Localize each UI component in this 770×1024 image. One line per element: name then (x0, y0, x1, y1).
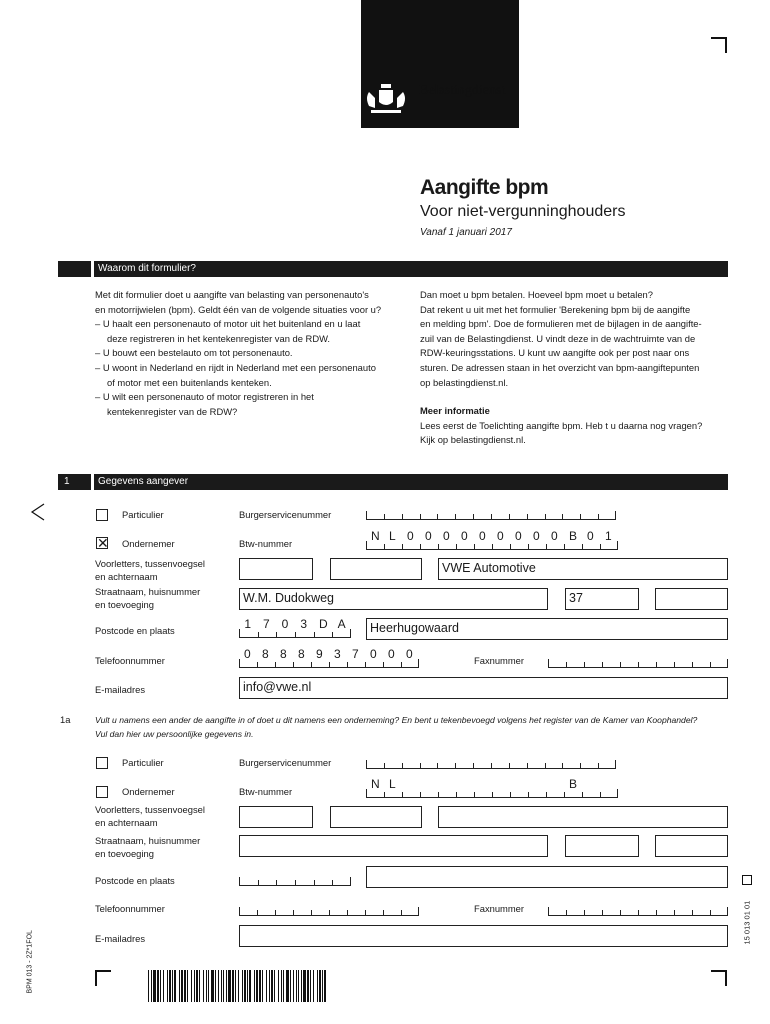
comb-char: 0 (497, 529, 504, 543)
comb-char: 9 (316, 647, 323, 661)
intro-line: RDW-keuringsstations. U kunt uw aangifte ook per post naar ons (420, 347, 690, 359)
barcode-bar (266, 970, 267, 1002)
ondernemer-label: Ondernemer (122, 538, 175, 549)
barcode-bar (232, 970, 234, 1002)
comb-char: B (569, 777, 578, 791)
phone-1a-field[interactable] (239, 896, 419, 916)
lastname-1a-field[interactable] (438, 806, 728, 828)
street-1a-field[interactable] (239, 835, 548, 857)
ondernemer-checkbox[interactable] (96, 537, 108, 549)
comb-char: 0 (281, 617, 289, 631)
barcode-bar (247, 970, 248, 1002)
coat-of-arms-icon (361, 80, 411, 120)
intro-line: – U bouwt een bestelauto om tot personenauto. (95, 347, 293, 359)
lastname-value: VWE Automotive (442, 561, 536, 575)
name-label-line: Voorletters, tussenvoegsel (95, 804, 205, 815)
barcode-bar (167, 970, 168, 1002)
house-number-1a-field[interactable] (565, 835, 639, 857)
barcode-bar (160, 970, 161, 1002)
comb-char: 0 (425, 529, 432, 543)
barcode-bar (215, 970, 216, 1002)
addition-field[interactable] (655, 588, 728, 610)
fax-label: Faxnummer (474, 655, 525, 666)
particulier-1a-checkbox[interactable] (96, 757, 108, 769)
barcode-bar (172, 970, 173, 1002)
intro-line: en melding bpm'. Doe de formulieren met de bijlagen in de aangifte- (420, 318, 702, 330)
particulier-1a-label: Particulier (122, 757, 164, 768)
barcode-bar (228, 970, 231, 1002)
barcode-bar (271, 970, 273, 1002)
comb-char: 0 (551, 529, 558, 543)
street-label-line: Straatnaam, huisnummer (95, 586, 201, 597)
comb-char: 0 (244, 647, 251, 661)
barcode-bar (181, 970, 183, 1002)
intro-line: kentekenregister van de RDW? (107, 405, 238, 417)
comb-char: 0 (370, 647, 377, 661)
bsn-label: Burgerservicenummer (239, 509, 332, 520)
city-value: Heerhugowaard (370, 621, 459, 635)
btw-field[interactable] (366, 530, 618, 550)
fax-1a-label: Faxnummer (474, 903, 525, 914)
barcode-bar (163, 970, 164, 1002)
org-name: Belastingdienst (419, 83, 506, 98)
section-1a-question (95, 713, 735, 741)
barcode-bar (242, 970, 243, 1002)
comb-char: 0 (388, 647, 395, 661)
valid-from-date: Vanaf 1 januari 2017 (420, 227, 512, 238)
fax-field[interactable] (548, 648, 728, 668)
more-info-heading: Meer informatie (420, 405, 490, 417)
addition-1a-field[interactable] (655, 835, 728, 857)
intro-line: op belastingdienst.nl. (420, 376, 509, 388)
barcode-bar (324, 970, 326, 1002)
btw-label: Btw-nummer (239, 538, 293, 549)
btw-1a-field[interactable] (366, 778, 618, 798)
section-bar-1 (58, 474, 728, 490)
barcode-bar (278, 970, 279, 1002)
logo-block (361, 0, 519, 128)
email-label: E-mailadres (95, 684, 146, 695)
initials-1a-field[interactable] (239, 806, 313, 828)
barcode-bar (226, 970, 227, 1002)
barcode-bar (281, 970, 282, 1002)
name-label (95, 557, 205, 583)
fold-mark-icon (30, 502, 46, 522)
barcode-bar (283, 970, 284, 1002)
comb-char: 0 (515, 529, 522, 543)
comb-char: 3 (300, 617, 308, 631)
name-label-line: en achternaam (95, 817, 158, 828)
intro-line: Dat rekent u uit met het formulier 'Berekening bpm bij de aangifte (420, 303, 691, 315)
comb-char: D (319, 617, 328, 631)
postcode-label: Postcode en plaats (95, 625, 175, 636)
barcode-bar (238, 970, 239, 1002)
barcode-bar (296, 970, 297, 1002)
barcode-bar (290, 970, 291, 1002)
comb-char: 0 (479, 529, 486, 543)
prefix-field[interactable] (330, 558, 422, 580)
barcode-bar (196, 970, 198, 1002)
intro-line: Lees eerst de Toelichting aangifte bpm. Heb t u daarna nog vragen? (420, 419, 703, 431)
fax-1a-field[interactable] (548, 896, 728, 916)
barcode-bar (179, 970, 180, 1002)
comb-char: 0 (587, 529, 594, 543)
street-label-line: en toevoeging (95, 848, 154, 859)
intro-right-text (420, 288, 730, 448)
barcode-bar (194, 970, 195, 1002)
barcode-bar (298, 970, 299, 1002)
barcode-bar (206, 970, 207, 1002)
barcode-bar (169, 970, 171, 1002)
crop-mark-bottom-right (711, 970, 727, 986)
barcode-bar (317, 970, 318, 1002)
barcode-bar (310, 970, 311, 1002)
name-label-line: Voorletters, tussenvoegsel (95, 558, 205, 569)
page-title: Aangifte bpm (420, 176, 549, 199)
house-number-value: 37 (569, 591, 583, 605)
section-label: Gegevens aangever (98, 476, 189, 487)
comb-char: 8 (262, 647, 269, 661)
name-label-line: en achternaam (95, 571, 158, 582)
comb-char: 7 (263, 617, 270, 631)
phone-field[interactable] (239, 648, 419, 668)
ondernemer-1a-checkbox[interactable] (96, 786, 108, 798)
barcode-bar (235, 970, 236, 1002)
side-mark-box (742, 875, 752, 885)
bsn-field[interactable] (366, 500, 616, 520)
barcode-bar (256, 970, 258, 1002)
email-1a-label: E-mailadres (95, 933, 146, 944)
email-1a-field[interactable] (239, 925, 728, 947)
comb-char: 0 (443, 529, 450, 543)
barcode-bar (184, 970, 186, 1002)
comb-char: N (371, 529, 380, 543)
name-1a-label (95, 803, 205, 829)
side-code: 15 013 01 01 (742, 900, 752, 945)
barcode-bar (254, 970, 255, 1002)
comb-char: 0 (533, 529, 540, 543)
comb-char: A (337, 617, 346, 631)
barcode-bar (187, 970, 188, 1002)
intro-line: of motor met een buitenlands kenteken. (107, 376, 272, 388)
intro-line: – U haalt een personenauto of motor uit het buitenland en u laat (95, 318, 361, 330)
particulier-checkbox[interactable] (96, 509, 108, 521)
intro-left-text (95, 288, 405, 419)
barcode-bar (203, 970, 204, 1002)
comb-char: 0 (407, 529, 414, 543)
crop-mark-top-right (711, 37, 727, 53)
phone-label: Telefoonnummer (95, 655, 165, 666)
barcode-bar (223, 970, 224, 1002)
intro-line: Kijk op belastingdienst.nl. (420, 434, 526, 446)
email-field[interactable] (239, 677, 728, 699)
intro-line: Dan moet u bpm betalen. Hoeveel bpm moet u betalen? (420, 289, 653, 300)
ondernemer-1a-label: Ondernemer (122, 786, 175, 797)
street-value: W.M. Dudokweg (243, 591, 335, 605)
barcode-bar (199, 970, 200, 1002)
barcode-bar (244, 970, 246, 1002)
postcode-1a-label: Postcode en plaats (95, 875, 175, 886)
section-1a-number: 1a (60, 714, 71, 725)
btw-1a-label: Btw-nummer (239, 786, 293, 797)
comb-char: 0 (406, 647, 413, 661)
question-line: Vul dan hier uw persoonlijke gegevens in. (95, 729, 254, 739)
question-line: Vult u namens een ander de aangifte in of doet u dit namens een onderneming? En bent u tekenbevoegd volgens het register van de Kamer van Koophandel? (95, 715, 698, 725)
street-label (95, 585, 200, 611)
page-subtitle: Voor niet-vergunninghouders (420, 203, 626, 220)
postcode-1a-field[interactable] (239, 866, 351, 886)
comb-char: L (389, 777, 396, 791)
particulier-label: Particulier (122, 509, 164, 520)
bsn-1a-label: Burgerservicenummer (239, 757, 332, 768)
barcode-bar (269, 970, 270, 1002)
barcode-bar (293, 970, 294, 1002)
comb-char: 7 (352, 647, 359, 661)
city-1a-field[interactable] (366, 866, 728, 888)
barcode-bar (307, 970, 309, 1002)
barcode-bar (319, 970, 321, 1002)
section-bar-intro (58, 261, 728, 277)
barcode-icon (148, 970, 328, 1002)
barcode-bar (259, 970, 261, 1002)
barcode-bar (249, 970, 251, 1002)
barcode-bar (208, 970, 209, 1002)
comb-char: B (569, 529, 578, 543)
barcode-bar (313, 970, 314, 1002)
comb-char: N (371, 777, 380, 791)
barcode-bar (274, 970, 275, 1002)
intro-line: – U wilt een personenauto of motor registreren in het (95, 391, 314, 403)
barcode-bar (221, 970, 222, 1002)
barcode-bar (286, 970, 289, 1002)
barcode-bar (303, 970, 306, 1002)
intro-line: deze registreren in het kentekenregister van de RDW. (107, 332, 331, 344)
barcode-bar (218, 970, 219, 1002)
barcode-bar (151, 970, 152, 1002)
barcode-bar (153, 970, 156, 1002)
barcode-bar (301, 970, 302, 1002)
phone-1a-label: Telefoonnummer (95, 903, 165, 914)
barcode-bar (174, 970, 176, 1002)
intro-line: zuil van de Belastingdienst. U vindt deze in de wachtruimte van de (420, 332, 696, 344)
comb-char: 1 (244, 617, 252, 631)
initials-field[interactable] (239, 558, 313, 580)
form-code: BPM 013 - 2Z*1FOL (26, 930, 34, 994)
intro-line: Met dit formulier doet u aangifte van belasting van personenauto's (95, 289, 369, 300)
comb-char: 8 (280, 647, 287, 661)
comb-char: 0 (461, 529, 468, 543)
check-mark-icon: ✕ (97, 535, 109, 551)
postcode-field[interactable] (239, 618, 351, 638)
street-label-line: en toevoeging (95, 599, 154, 610)
street-1a-label (95, 834, 200, 860)
barcode-bar (211, 970, 214, 1002)
intro-line: sturen. De adressen staan in het overzicht van bpm-aangiftepunten (420, 361, 700, 373)
barcode-bar (322, 970, 323, 1002)
email-value: info@vwe.nl (243, 680, 312, 694)
intro-line: en motorrijwielen (bpm). Geldt één van de volgende situaties voor u? (95, 303, 382, 315)
barcode-bar (262, 970, 263, 1002)
prefix-1a-field[interactable] (330, 806, 422, 828)
comb-char: 8 (298, 647, 305, 661)
intro-line: – U woont in Nederland en rijdt in Nederland met een personenauto (95, 361, 376, 373)
barcode-bar (157, 970, 159, 1002)
comb-char: L (389, 529, 396, 543)
barcode-bar (148, 970, 149, 1002)
section-number: 1 (64, 476, 70, 487)
barcode-bar (191, 970, 192, 1002)
bsn-1a-field[interactable] (366, 749, 616, 769)
comb-char: 1 (605, 529, 612, 543)
section-intro-label: Waarom dit formulier? (98, 263, 196, 274)
street-label-line: Straatnaam, huisnummer (95, 835, 201, 846)
crop-mark-bottom-left (95, 970, 111, 986)
comb-char: 3 (334, 647, 341, 661)
